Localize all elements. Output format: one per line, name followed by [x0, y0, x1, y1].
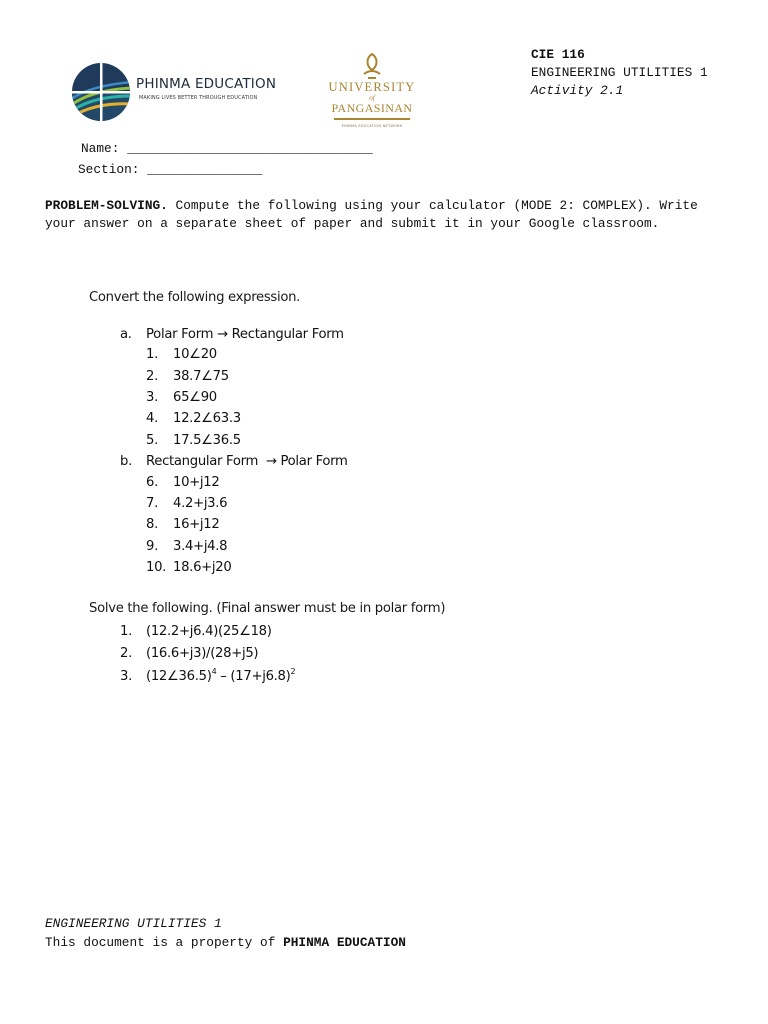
list-item: 3. 65∠90 [146, 390, 217, 405]
convert-heading: Convert the following expression. [89, 290, 301, 305]
list-item: 6. 10+j12 [146, 475, 220, 490]
footer-property-line: This document is a property of PHINMA EDUCATION [45, 935, 406, 950]
list-item: 5. 17.5∠36.5 [146, 433, 241, 448]
subsection-a-marker: a. [120, 327, 132, 342]
list-item: 2. 38.7∠75 [146, 369, 229, 384]
section-field [78, 162, 262, 177]
pangasinan-word: PANGASINAN [331, 101, 413, 115]
university-of-word: of [369, 94, 375, 102]
list-item: 9. 3.4+j4.8 [146, 539, 228, 554]
subsection-a [120, 327, 344, 342]
phinma-emblem-icon [70, 62, 132, 122]
list-item: 8. 16+j12 [146, 517, 220, 532]
phinma-tagline: MAKING LIVES BETTER THROUGH EDUCATION [139, 95, 258, 101]
subsection-a-label: Polar Form → Rectangular Form [146, 327, 344, 342]
list-item: 4. 12.2∠63.3 [146, 411, 241, 426]
subsection-b-label: Rectangular Form → Polar Form [146, 454, 348, 469]
phinma-education-logo [70, 60, 277, 126]
instructions-lead: PROBLEM-SOLVING. [45, 198, 168, 213]
section-label: Section: [78, 162, 140, 177]
instructions-body: Compute the following using your calculator (MODE 2: COMPLEX). Write your answer on a separate sheet of paper and submit it in your Google classroom. [45, 198, 698, 231]
name-field [81, 141, 373, 156]
section-blank: _______________ [147, 162, 263, 177]
university-of-pangasinan-logo [322, 52, 422, 136]
list-item: 3. (12∠36.5)$^4$ – $(17+j6.8)^2$ [120, 667, 296, 684]
name-blank: ________________________________ [127, 141, 373, 156]
list-item: 7. 4.2+j3.6 [146, 496, 228, 511]
university-crest-icon [358, 52, 386, 82]
list-item: 1. (12.2+j6.4)(25∠18) [120, 624, 272, 639]
course-code: CIE 116 [531, 47, 585, 62]
university-logo-divider [334, 118, 410, 120]
course-title: ENGINEERING UTILITIES 1 [531, 65, 708, 80]
list-item: 1. 10∠20 [146, 347, 217, 362]
list-item: 2. (16.6+j3)/(28+j5) [120, 646, 259, 661]
document-footer [45, 914, 406, 952]
footer-course: ENGINEERING UTILITIES 1 [45, 916, 222, 931]
solve-heading: Solve the following. (Final answer must be in polar form) [89, 601, 446, 616]
subsection-b [120, 454, 348, 469]
instructions [45, 197, 735, 233]
phinma-name: PHINMA EDUCATION [136, 76, 277, 92]
footer-owner: PHINMA EDUCATION [283, 935, 406, 950]
list-item: 10. 18.6+j20 [146, 560, 232, 575]
activity-label: Activity 2.1 [531, 83, 624, 98]
university-word: UNIVERSITY [328, 80, 416, 94]
course-info [531, 46, 708, 100]
university-network-label: PHINMA EDUCATION NETWORK [341, 124, 403, 128]
name-label: Name: [81, 141, 120, 156]
subsection-b-marker: b. [120, 454, 132, 469]
